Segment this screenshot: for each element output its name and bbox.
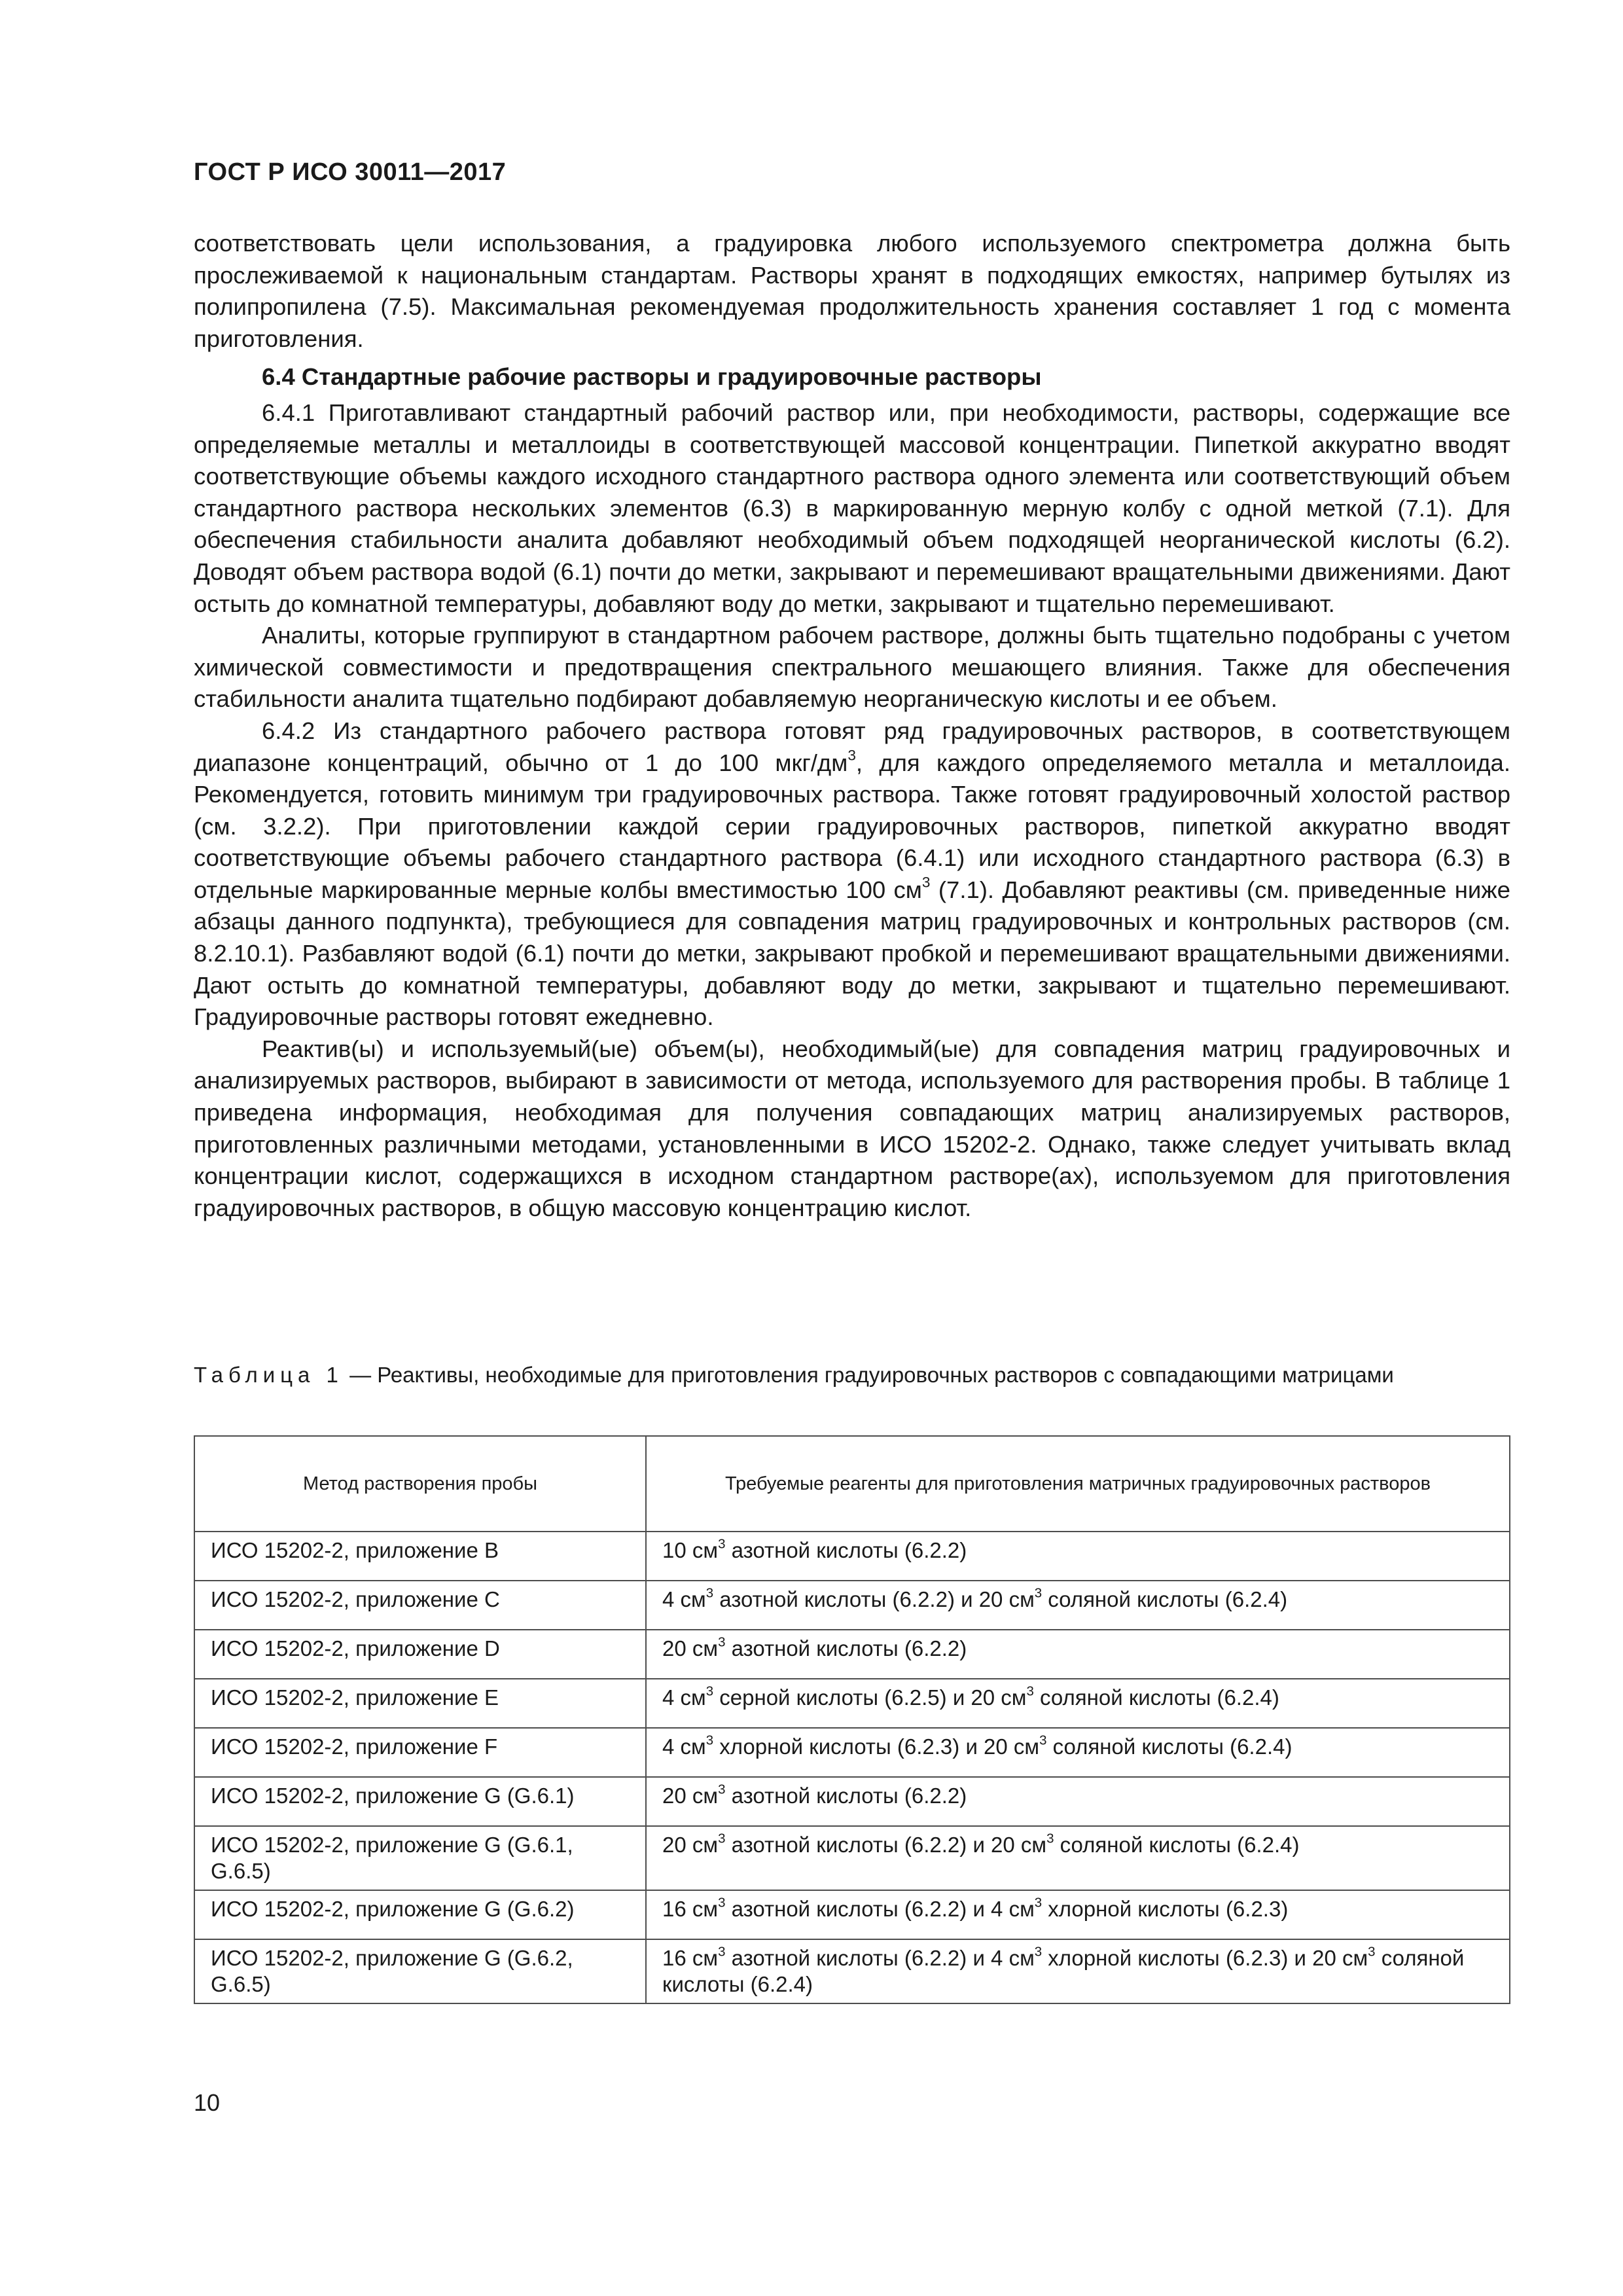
section-heading: 6.4 Стандартные рабочие растворы и градуировочные растворы xyxy=(262,363,1042,391)
unit-superscript: 3 xyxy=(718,1895,726,1910)
table-row xyxy=(194,1890,1510,1939)
unit-superscript: 3 xyxy=(1046,1831,1054,1846)
reagents-cell xyxy=(646,1939,1510,2003)
table-header-row xyxy=(194,1436,1510,1532)
volume-unit: см xyxy=(692,1897,719,1921)
table-caption-label: Таблица 1 xyxy=(194,1363,344,1387)
volume-unit: см xyxy=(680,1685,706,1710)
paragraph-continued: соответствовать цели использования, а градуировка любого используемого спектрометра должна быть прослеживаемой к национальным стандартам. Растворы хранят в подходящих емкостях, например бутылях из полипропилена (7.5). Максимальная рекомендуемая продолжительность хранения составляет 1 год с момента приготовления. xyxy=(194,230,1510,352)
method-cell: ИСО 15202-2, приложение B xyxy=(194,1532,646,1581)
volume-unit: см xyxy=(692,1538,719,1562)
reagent-name: хлорной кислоты (6.2.3) и xyxy=(1042,1946,1313,1970)
table-row xyxy=(194,1532,1510,1581)
method-cell: ИСО 15202-2, приложение G (G.6.1) xyxy=(194,1777,646,1826)
reagent-name: соляной кислоты (6.2.4) xyxy=(662,1946,1465,1996)
unit-superscript: 3 xyxy=(1034,1585,1043,1601)
unit-superscript: 3 xyxy=(718,1536,726,1552)
volume-unit: см xyxy=(1001,1685,1027,1710)
reagent-volume: 4 xyxy=(991,1946,1009,1970)
reagent-name: соляной кислоты (6.2.4) xyxy=(1042,1587,1288,1611)
text-span: (7.1). Добавляют реактивы (см. приведенные ниже абзацы данного подпункта), требующиеся для совпадения матриц градуировочных и контрольных растворов (см. 8.2.10.1). Разбавляют водой (6.1) почти до метки, закрывают пробкой и перемешивают вращательными движениями. Дают остыть до комнатной температуры, добавляют воду до метки, закрывают и тщательно перемешивают. Градуировочные растворы готовят ежедневно. xyxy=(194,876,1510,1031)
paragraph-reagents: Реактив(ы) и используемый(ые) объем(ы), необходимый(ые) для совпадения матриц градуировочных и анализируемых растворов, выбирают в зависимости от метода, используемого для растворения пробы. В таблице 1 приведена информация, необходимая для получения совпадающих матриц анализируемых растворов, приготовленных различными методами, установленными в ИСО 15202-2. Однако, также следует учитывать вклад концентрации кислот, содержащихся в исходном стандартном растворе(ах), используемом для приготовления градуировочных растворов, в общую массовую концентрацию кислот. xyxy=(194,1035,1510,1221)
reagent-volume: 10 xyxy=(662,1538,692,1562)
paragraph-6-4-1: 6.4.1 Приготавливают стандартный рабочий раствор или, при необходимости, растворы, содержащие все определяемые металлы и металлоиды в соответствующей массовой концентрации. Пипеткой аккуратно вводят соответствующие объемы каждого исходного стандартного раствора одного элемента или соответствующий объем стандартного раствора нескольких элементов (6.3) в маркированную мерную колбу с одной меткой (7.1). Для обеспечения стабильности аналита добавляют необходимый объем подходящей неорганической кислоты (6.2). Доводят объем раствора водой (6.1) почти до метки, закрывают и перемешивают вращательными движениями. Дают остыть до комнатной температуры, добавляют воду до метки, закрывают и тщательно перемешивают. xyxy=(194,399,1510,617)
reagent-name: азотной кислоты (6.2.2) и xyxy=(725,1897,991,1921)
reagent-name: азотной кислоты (6.2.2) xyxy=(725,1538,967,1562)
reagents-cell xyxy=(646,1890,1510,1939)
reagent-name: азотной кислоты (6.2.2) xyxy=(725,1636,967,1660)
method-cell: ИСО 15202-2, приложение E xyxy=(194,1679,646,1728)
reagents-cell xyxy=(646,1679,1510,1728)
reagent-name: азотной кислоты (6.2.2) и xyxy=(725,1833,991,1857)
unit-superscript: 3 xyxy=(705,1585,714,1601)
reagent-name: азотной кислоты (6.2.2) и xyxy=(713,1587,979,1611)
unit-superscript: 3 xyxy=(718,1944,726,1960)
unit-superscript: 3 xyxy=(718,1782,726,1797)
page-number: 10 xyxy=(194,2089,221,2116)
reagents-cell xyxy=(646,1728,1510,1777)
volume-unit: см xyxy=(1020,1833,1047,1857)
reagents-cell xyxy=(646,1532,1510,1581)
reagent-volume: 4 xyxy=(662,1734,681,1759)
reagent-name: соляной кислоты (6.2.4) xyxy=(1054,1833,1300,1857)
method-cell: ИСО 15202-2, приложение D xyxy=(194,1630,646,1679)
volume-unit: см xyxy=(1008,1587,1035,1611)
method-cell: ИСО 15202-2, приложение C xyxy=(194,1581,646,1630)
unit-superscript: 3 xyxy=(705,1683,714,1699)
reagent-volume: 20 xyxy=(662,1833,692,1857)
reagent-name: азотной кислоты (6.2.2) xyxy=(725,1784,967,1808)
volume-unit: см xyxy=(1013,1734,1040,1759)
volume-unit: см xyxy=(692,1833,719,1857)
reagent-name: серной кислоты (6.2.5) и xyxy=(713,1685,971,1710)
text-span: 6.4.2 Из стандартного рабочего раствора готовят ряд градуировочных растворов, в соответствующем диапазоне концентраций, обычно от 1 до 100 мкг/дм xyxy=(194,717,1510,776)
header-method: Метод растворения пробы xyxy=(194,1436,646,1532)
table-row xyxy=(194,1939,1510,2003)
superscript: 3 xyxy=(847,747,856,764)
volume-unit: см xyxy=(1008,1946,1035,1970)
reagent-volume: 20 xyxy=(662,1784,692,1808)
reagents-table xyxy=(194,1435,1510,2004)
unit-superscript: 3 xyxy=(718,1634,726,1650)
table-row xyxy=(194,1679,1510,1728)
volume-unit: см xyxy=(692,1636,719,1660)
unit-superscript: 3 xyxy=(1034,1944,1043,1960)
header-reagents: Требуемые реагенты для приготовления матричных градуировочных растворов xyxy=(646,1436,1510,1532)
unit-superscript: 3 xyxy=(1368,1944,1376,1960)
table-caption-text: — Реактивы, необходимые для приготовления градуировочных растворов с совпадающими матрицами xyxy=(343,1363,1394,1387)
reagent-name: соляной кислоты (6.2.4) xyxy=(1046,1734,1293,1759)
table-row xyxy=(194,1630,1510,1679)
table-row xyxy=(194,1728,1510,1777)
reagent-volume: 16 xyxy=(662,1897,692,1921)
reagent-volume: 20 xyxy=(662,1636,692,1660)
reagent-volume: 20 xyxy=(991,1833,1021,1857)
reagents-cell xyxy=(646,1777,1510,1826)
table-row xyxy=(194,1826,1510,1890)
volume-unit: см xyxy=(680,1734,706,1759)
unit-superscript: 3 xyxy=(705,1732,714,1748)
method-cell: ИСО 15202-2, приложение G (G.6.2, G.6.5) xyxy=(194,1939,646,2003)
reagent-name: хлорной кислоты (6.2.3) и xyxy=(713,1734,984,1759)
superscript: 3 xyxy=(921,874,931,891)
unit-superscript: 3 xyxy=(1034,1895,1043,1910)
reagents-cell xyxy=(646,1581,1510,1630)
method-cell: ИСО 15202-2, приложение G (G.6.1, G.6.5) xyxy=(194,1826,646,1890)
reagent-name: соляной кислоты (6.2.4) xyxy=(1033,1685,1279,1710)
table-body xyxy=(194,1532,1510,2003)
volume-unit: см xyxy=(1342,1946,1368,1970)
table-caption xyxy=(194,1360,1510,1390)
text-span: , для каждого определяемого металла и металлоида. Рекомендуется, готовить минимум три градуировочных раствора. Также готовят градуировочный холостой раствор (см. 3.2.2). При приготовлении каждой серии градуировочных растворов, пипеткой аккуратно вводят соответствующие объемы рабочего стандартного раствора (6.4.1) или исходного стандартного раствора (6.3) в отдельные маркированные мерные колбы вместимостью 100 см xyxy=(194,749,1510,903)
reagent-name: азотной кислоты (6.2.2) и xyxy=(725,1946,991,1970)
reagents-cell xyxy=(646,1826,1510,1890)
unit-superscript: 3 xyxy=(1026,1683,1034,1699)
method-cell: ИСО 15202-2, приложение G (G.6.2) xyxy=(194,1890,646,1939)
paragraph-6-4-2 xyxy=(194,715,1510,1033)
volume-unit: см xyxy=(692,1784,719,1808)
reagent-volume: 16 xyxy=(662,1946,692,1970)
method-cell: ИСО 15202-2, приложение F xyxy=(194,1728,646,1777)
volume-unit: см xyxy=(680,1587,706,1611)
reagent-volume: 20 xyxy=(984,1734,1014,1759)
table-row xyxy=(194,1581,1510,1630)
paragraph-analytes: Аналиты, которые группируют в стандартном рабочем растворе, должны быть тщательно подобраны с учетом химической совместимости и предотвращения спектрального мешающего влияния. Также для обеспечения стабильности аналита тщательно подбирают добавляемую неорганическую кислоты и ее объем. xyxy=(194,622,1510,713)
reagent-volume: 4 xyxy=(662,1587,681,1611)
reagent-name: хлорной кислоты (6.2.3) xyxy=(1042,1897,1289,1921)
reagent-volume: 20 xyxy=(1312,1946,1342,1970)
reagent-volume: 20 xyxy=(978,1587,1009,1611)
reagent-volume: 4 xyxy=(991,1897,1009,1921)
volume-unit: см xyxy=(692,1946,719,1970)
volume-unit: см xyxy=(1008,1897,1035,1921)
reagent-volume: 4 xyxy=(662,1685,681,1710)
table-row xyxy=(194,1777,1510,1826)
main-text xyxy=(194,228,1510,1224)
unit-superscript: 3 xyxy=(1039,1732,1047,1748)
document-header: ГОСТ Р ИСО 30011—2017 xyxy=(194,158,507,186)
reagents-cell xyxy=(646,1630,1510,1679)
reagent-volume: 20 xyxy=(971,1685,1001,1710)
unit-superscript: 3 xyxy=(718,1831,726,1846)
